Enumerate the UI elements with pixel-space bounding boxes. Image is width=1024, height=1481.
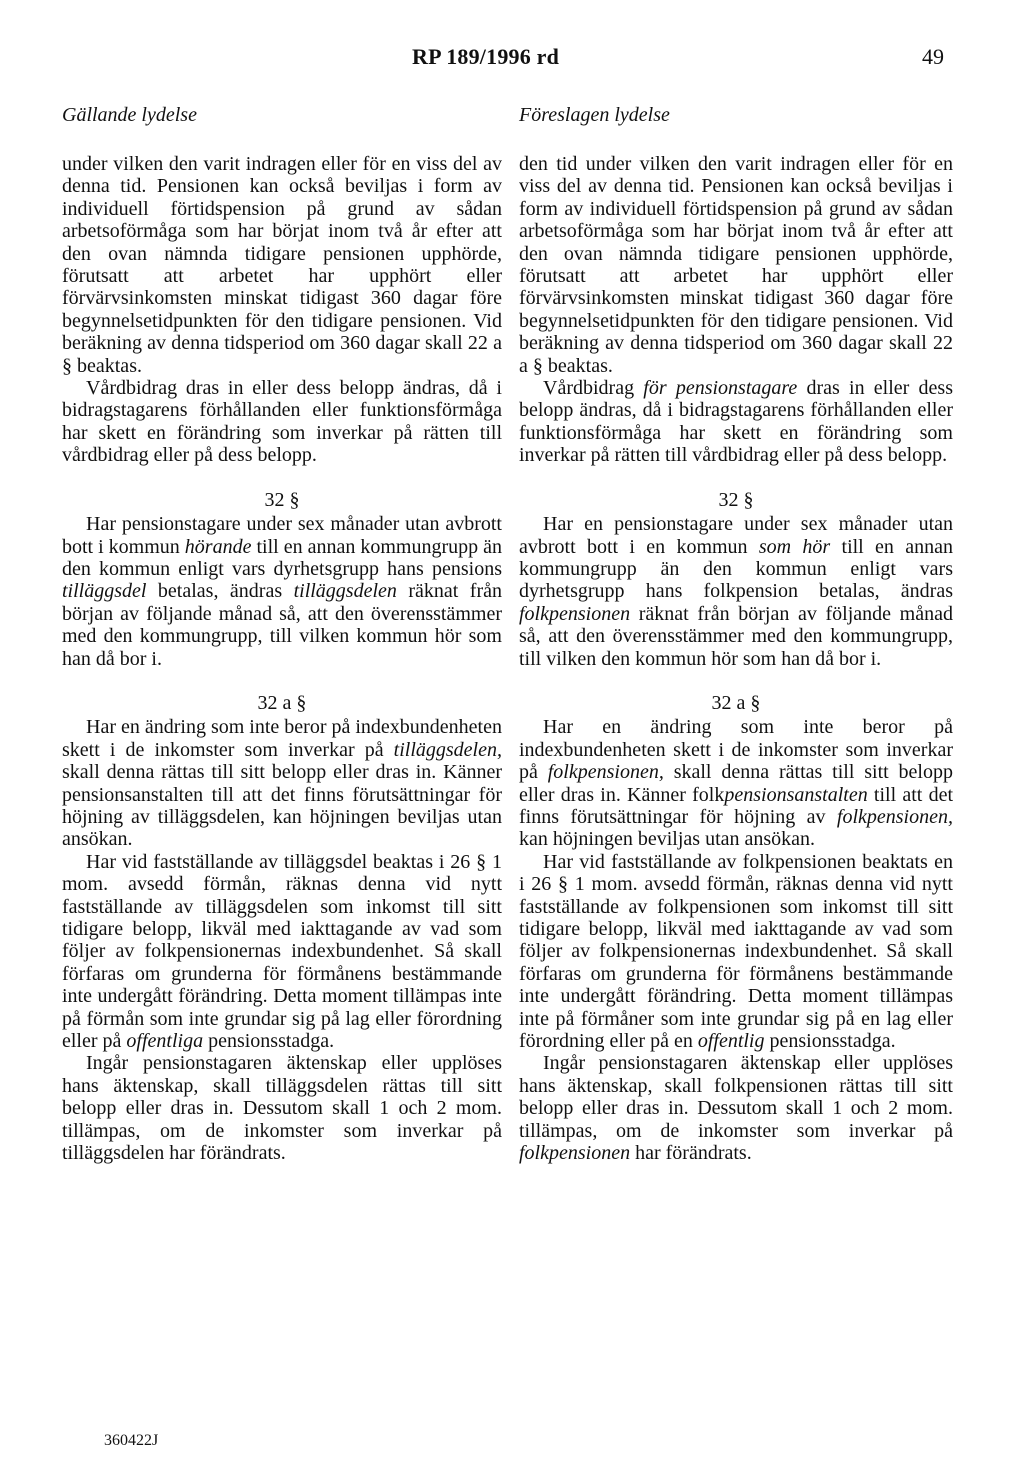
text-run: dras in eller dess belopp ändras, då i bidragstagarens förhållanden eller funktionsförmåga har skett en förändring som inverkar på rätten till vårdbidrag eller på dess belopp. (519, 377, 953, 467)
text-run: Har en ändring som inte beror på indexbundenheten skett i de inkomster som inverkar på (519, 716, 953, 784)
right-column-proposed-text (519, 153, 953, 1164)
text-run: till en annan kommungrupp än den kommun enligt vars dyrhetsgrupp hans folkpension betalas, ändras (519, 535, 953, 603)
text-run: har förändrats. (630, 1142, 752, 1165)
right-section-32a-heading: 32 a § (711, 691, 761, 714)
text-run: skall denna rättas till sitt belopp eller dras in. Känner folk (519, 761, 953, 806)
text-run: kan höjningen beviljas utan ansökan. (519, 828, 816, 851)
italic-text-run: folkpensionen (519, 1142, 631, 1165)
left-section-32a-heading: 32 a § (257, 691, 307, 714)
italic-text-run: som hör (758, 535, 831, 558)
italic-text-run: hörande (184, 535, 252, 558)
left-column-heading: Gällande lydelse (62, 104, 197, 126)
text-run: räknat från början av följande månad så, att den överensstämmer med den kommungrupp, till vilken kommun hör som han då bor i. (62, 580, 502, 670)
text-run: Har vid fastställande av tilläggsdel beaktas i 26 § 1 mom. avsedd förmån, räknas denna vid nytt fastställande av tilläggsdelen som inkomst till sitt tidigare belopp, likväl med iakttagande av vad som följer av folkpensionernas indexbundenhet. Så skall förfaras om grunderna för förmånens bestämmande inte undergått förändring. Detta moment tillämpas inte på förmån som inte grundar sig på lag eller förordning eller på (62, 850, 502, 1053)
italic-text-run: offentlig (697, 1030, 765, 1053)
italic-text-run: tilläggsdel (62, 580, 147, 603)
right-paragraph-3 (519, 513, 953, 670)
left-section-32-heading: 32 § (264, 488, 300, 511)
page-number: 49 (922, 44, 944, 69)
document-title: RP 189/1996 rd (412, 44, 560, 69)
right-paragraph-2 (519, 377, 953, 467)
page-header (0, 44, 1024, 78)
italic-text-run: tilläggsdelen, (393, 738, 502, 761)
text-run: Har pensionstagare under sex månader utan avbrott bott i kommun (62, 513, 502, 558)
text-run: Har en pensionstagare under sex månader utan avbrott bott i en kommun (519, 513, 953, 558)
text-run: räknat från början av följande månad så, att den överensstämmer med den kommungrupp, till vilken den kommun hör som han då bor i. (519, 602, 953, 670)
text-run: skall denna rättas till sitt belopp eller dras in. Känner pensionsanstalten till att det finns förutsättningar för höjning av tilläggsdelen, kan höjningen beviljas utan ansökan. (62, 761, 502, 851)
text-run: Har en ändring som inte beror på indexbundenheten skett i de inkomster som inverkar på (62, 716, 502, 761)
text-run: betalas, ändras (146, 580, 294, 603)
italic-text-run: folkpensionen (519, 602, 631, 625)
text-run: pensionsstadga. (764, 1030, 896, 1053)
left-paragraph-6: Ingår pensionstagaren äktenskap eller upplöses hans äktenskap, skall tilläggsdelen rättas till sitt belopp eller dras in. Dessutom skall 1 och 2 mom. tillämpas, om de inkomster som inverkar på tilläggsdelen har förändrats. (62, 1052, 502, 1165)
print-code: 360422J (104, 1432, 159, 1449)
left-paragraph-2: Vårdbidrag dras in eller dess belopp ändras, då i bidragstagarens förhållanden eller funktionsförmåga har skett en förändring som inverkar på rätten till vårdbidrag eller på dess belopp. (62, 377, 502, 467)
left-paragraph-4 (62, 716, 502, 850)
right-paragraph-4 (519, 716, 953, 850)
italic-text-run: offentliga (126, 1030, 204, 1053)
italic-text-run: pensionsanstalten (724, 783, 868, 806)
left-paragraph-5 (62, 851, 502, 1053)
text-run: Vårdbidrag (543, 377, 644, 400)
right-paragraph-6 (519, 1052, 953, 1164)
left-paragraph-1: under vilken den varit indragen eller för en viss del av denna tid. Pensionen kan också beviljas i form av individuell förtidspension på grund av sådan arbetsoförmåga som har börjat inom två år efter att den ovan nämnda tidigare pensionen upphörde, förutsatt att arbetet har upphört eller förvärvsinkomsten minskat tidigast 360 dagar före begynnelsetidpunkten för den tidigare pensionen. Vid beräkning av denna tidsperiod om 360 dagar skall 22 a § beaktas. (62, 153, 502, 377)
italic-text-run: folkpensionen, (547, 761, 664, 784)
right-column-heading: Föreslagen lydelse (519, 104, 670, 126)
left-paragraph-3 (62, 513, 502, 670)
text-run: Ingår pensionstagaren äktenskap eller upplöses hans äktenskap, skall folkpensionen rättas till sitt belopp eller dras in. Dessutom skall 1 och 2 mom. tillämpas, om de inkomster som inverkar på (519, 1052, 953, 1142)
italic-text-run: folkpensionen, (836, 805, 953, 828)
text-run: pensionsstadga. (203, 1030, 335, 1053)
text-run: till en annan kommungrupp än den kommun enligt vars dyrhetsgrupp hans pensions (62, 535, 502, 580)
right-paragraph-5 (519, 851, 953, 1053)
right-section-32-heading: 32 § (718, 488, 754, 511)
right-paragraph-1: den tid under vilken den varit indragen eller för en viss del av denna tid. Pensionen kan också beviljas i form av individuell förtidspension på grund av sådan arbetsoförmåga som har börjat inom två år efter att den ovan nämnda tidigare pensionen upphörde, förutsatt att arbetet har upphört eller förvärvsinkomsten minskat tidigast 360 dagar före begynnelsetidpunkten för den tidigare pensionen. Vid beräkning av denna tidsperiod om 360 dagar skall 22 a § beaktas. (519, 153, 953, 377)
text-run: Har vid fastställande av folkpensionen beaktats en i 26 § 1 mom. avsedd förmån, räknas denna vid nytt fastställande av folkpensionen som inkomst till sitt tidigare belopp, likväl med iakttagande av vad som följer av folkpensionernas indexbundenhet. Så skall förfaras om grunderna för förmånens bestämmande inte undergått förändring. Detta moment tillämpas inte på förmåner som inte grundar sig på en lag eller förordning eller på en (519, 850, 953, 1053)
italic-text-run: för pensionstagare (643, 377, 798, 400)
left-column-current-text (62, 153, 502, 1164)
text-run: till att det finns förutsättningar för höjning av (519, 783, 954, 828)
italic-text-run: tilläggsdelen (293, 580, 397, 603)
